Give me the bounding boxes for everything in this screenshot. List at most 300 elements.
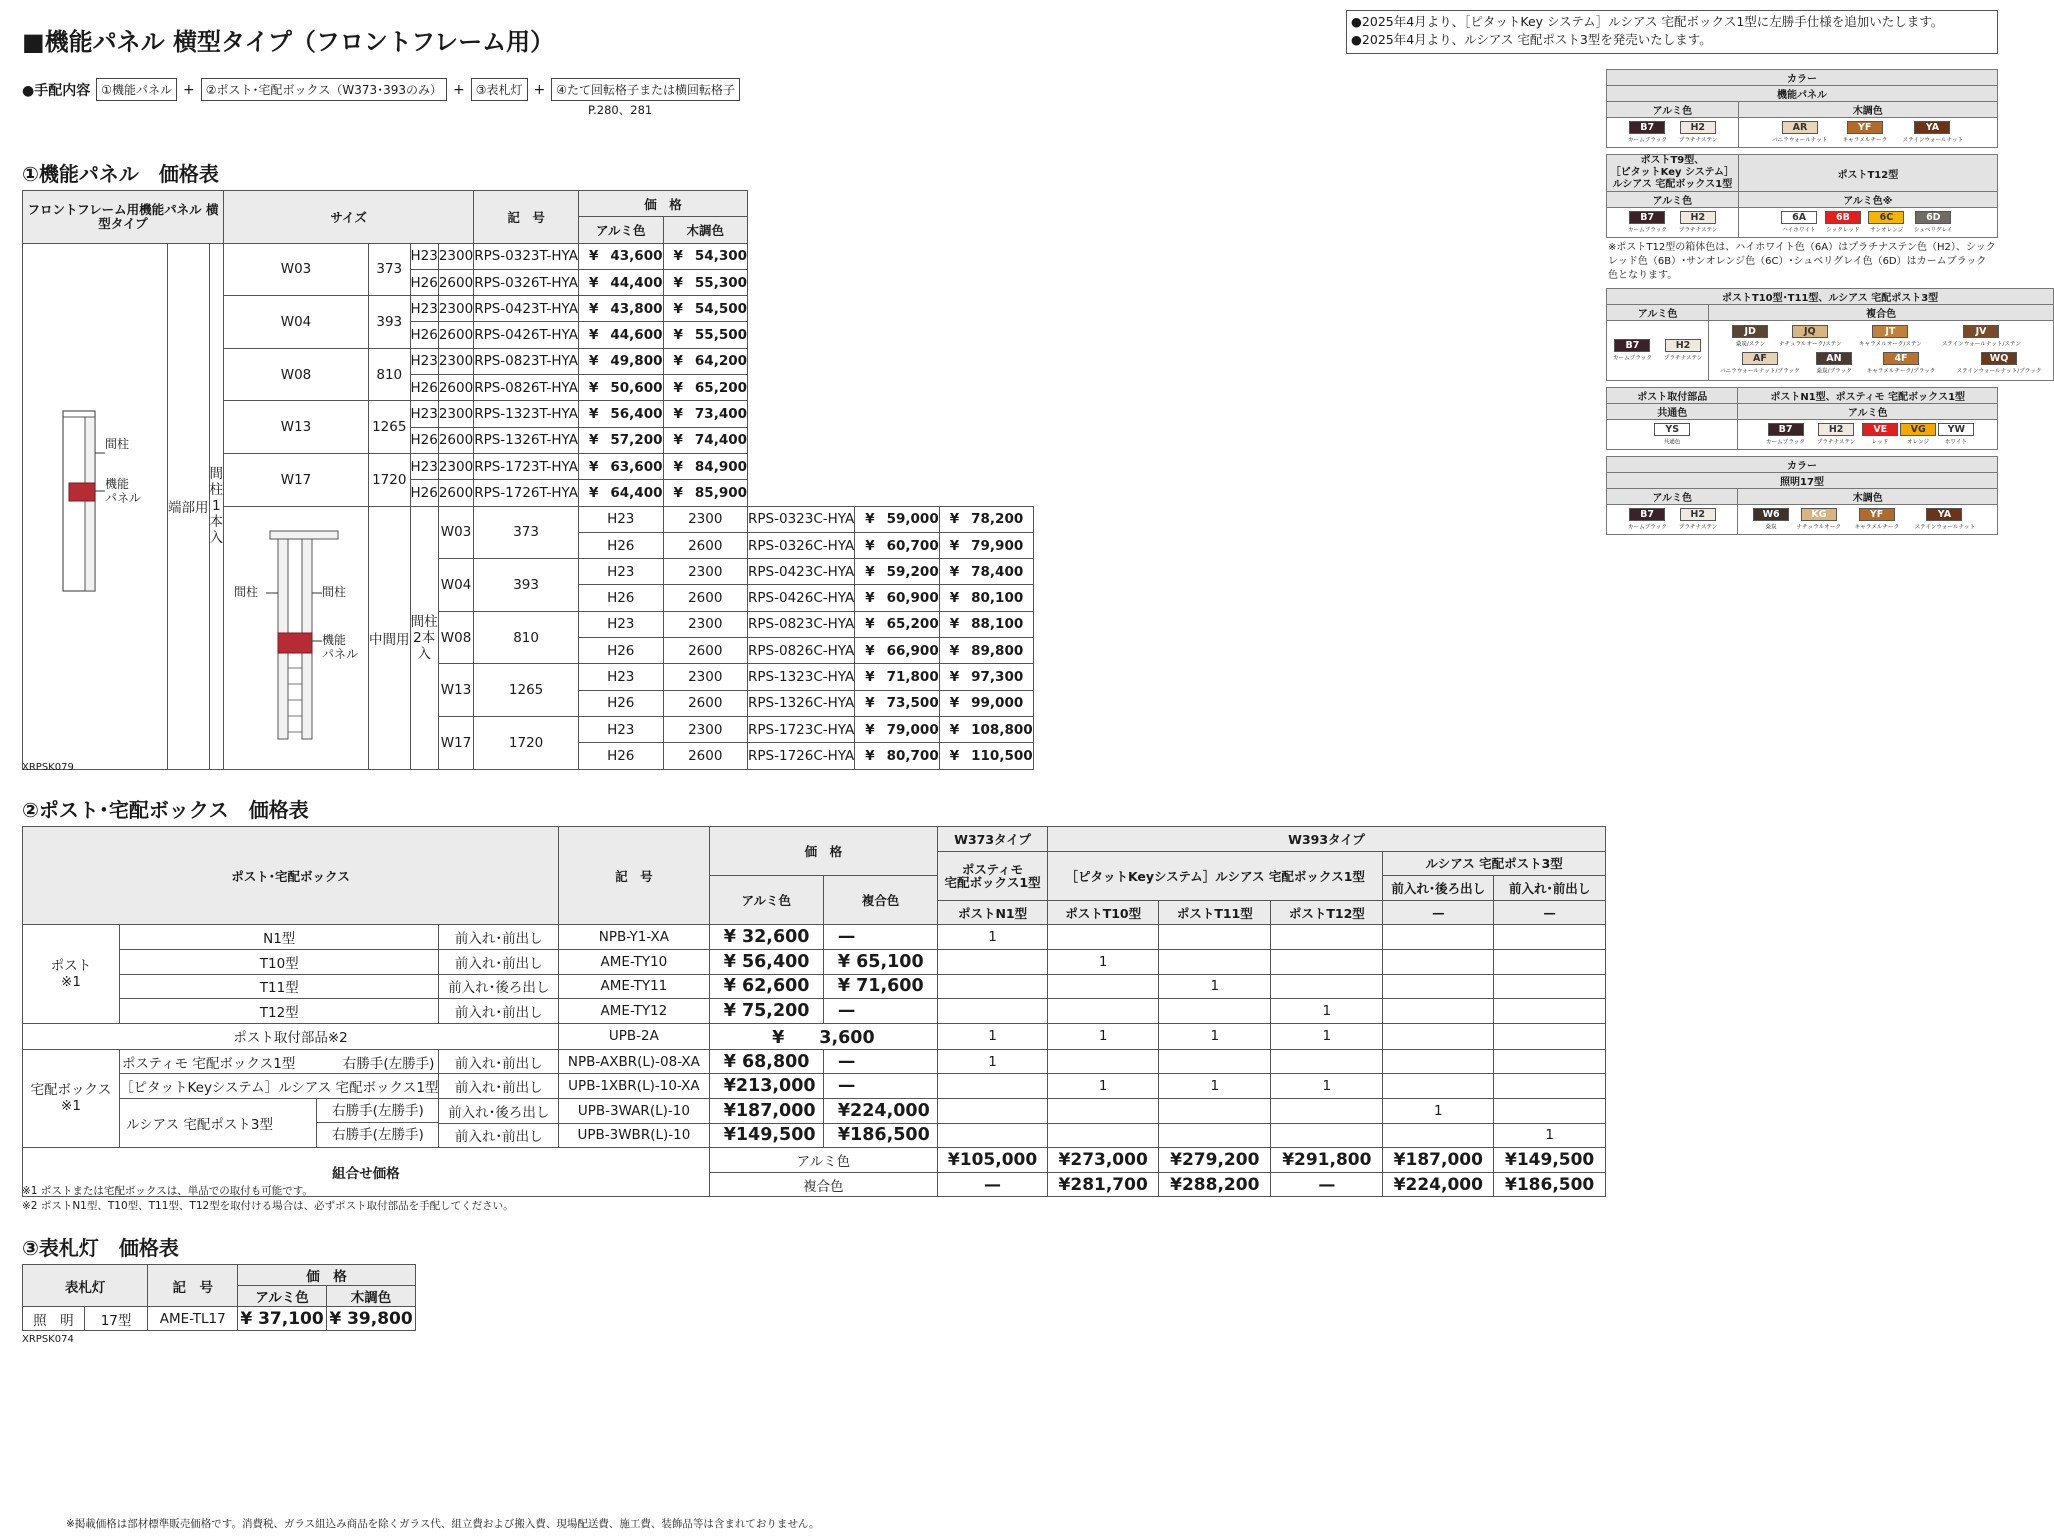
header-w393: W393タイプ <box>1048 827 1606 852</box>
swatch-name: キャラメルオーク/ステン <box>1858 340 1922 348</box>
price-value: 80,700 <box>886 747 939 764</box>
swatch-row <box>1607 420 1738 450</box>
color-swatch <box>1791 508 1847 532</box>
swatch-chip: AN <box>1816 352 1852 365</box>
light-category: 照 明 <box>23 1307 85 1331</box>
swatch-chip: H2 <box>1665 339 1701 352</box>
color-swatch <box>1778 211 1820 235</box>
price-wood <box>663 453 748 479</box>
product-code: RPS-0426T-HYA <box>474 322 579 348</box>
yen-symbol: ¥ <box>865 511 875 528</box>
header-sub-3: ポストT11型 <box>1159 900 1271 925</box>
color-composite-label: 複合色 <box>1709 305 2054 321</box>
product-code: RPS-0326T-HYA <box>474 269 579 295</box>
price-wood <box>939 506 1033 532</box>
category-post: ポスト ※1 <box>23 925 120 1023</box>
combo-price: ¥273,000 <box>1048 1148 1159 1173</box>
width-mm: 373 <box>369 243 411 296</box>
price-composite: — <box>823 1049 937 1074</box>
height-mm: 2300 <box>438 243 473 269</box>
color-swatch <box>1753 508 1789 532</box>
hand-text: 右勝手(左勝手) <box>342 1055 435 1072</box>
product-code: RPS-0423C-HYA <box>748 559 855 585</box>
price-alumi <box>855 532 940 558</box>
quantity-cell <box>1159 949 1271 974</box>
quantity-cell <box>1494 1023 1606 1049</box>
notice-2: ●2025年4月より、ルシアス 宅配ポスト3型を発売いたします。 <box>1351 32 1712 47</box>
swatch-name: カームブラック <box>1627 523 1667 530</box>
price-alumi: ¥213,000 <box>709 1074 823 1099</box>
combo-composite-label: 複合色 <box>709 1172 937 1197</box>
header-price: 価 格 <box>709 827 937 876</box>
swatch-name: ハイホワイト <box>1782 226 1816 233</box>
price-alumi <box>855 690 940 716</box>
use-type: 中間用 <box>369 506 411 769</box>
t12-note: ※ポストT12型の箱体色は、ハイホワイト色（6A）はプラチナステン色（H2）、シックレッド色（6B）･サンオレンジ色（6C）･シュベリグレイ色（6D）はカームブラック色となります。 <box>1608 242 1996 281</box>
panel-shape <box>278 633 312 653</box>
combo-price: ¥281,700 <box>1048 1172 1159 1197</box>
product-code: RPS-0826C-HYA <box>748 638 855 664</box>
yen-symbol: ¥ <box>865 695 875 712</box>
price-wood <box>663 322 748 348</box>
swatch-chip: H2 <box>1818 423 1854 436</box>
price-alumi <box>855 585 940 611</box>
swatch-row <box>1607 208 1739 238</box>
price-value: 65,200 <box>694 379 748 396</box>
product-code: UPB-1XBR(L)-10-XA <box>559 1074 710 1099</box>
header-price: 価 格 <box>578 191 747 217</box>
price-wood <box>663 401 748 427</box>
swatch-chip: YS <box>1654 423 1690 436</box>
color-wood-label: 木調色 <box>1738 489 1998 505</box>
quantity-cell <box>1271 1098 1383 1123</box>
color-table-t10 <box>1606 288 2054 381</box>
price-wood <box>939 716 1033 742</box>
color-swatch <box>1946 352 2052 376</box>
product-code: RPS-0326C-HYA <box>748 532 855 558</box>
yen-symbol: ¥ <box>673 406 683 423</box>
price-alumi <box>578 296 663 322</box>
height-code: H26 <box>410 269 438 295</box>
height-mm: 2600 <box>663 532 748 558</box>
hand-text: 右勝手(左勝手) <box>317 1099 438 1123</box>
product-code: RPS-0826T-HYA <box>474 375 579 401</box>
width-mm: 1720 <box>369 453 411 506</box>
height-mm: 2600 <box>663 638 748 664</box>
product-code: UPB-2A <box>559 1023 710 1049</box>
price-composite: — <box>823 925 937 950</box>
swatch-chip: JV <box>1963 325 1999 338</box>
width-code: W04 <box>224 296 369 349</box>
quantity-cell <box>1383 1023 1494 1049</box>
swatch-chip: B7 <box>1614 339 1650 352</box>
height-code: H26 <box>578 638 663 664</box>
swatch-name: 共通色 <box>1663 438 1681 445</box>
quantity-cell <box>1159 1098 1271 1123</box>
table-row <box>23 243 1034 269</box>
quantity-cell <box>1048 1123 1159 1148</box>
yen-symbol: ¥ <box>588 484 599 501</box>
price-value: 108,800 <box>971 721 1033 738</box>
price-value: 54,300 <box>694 248 748 265</box>
swatch-row <box>1607 118 1739 148</box>
price-wood <box>663 243 748 269</box>
swatch-chip: YA <box>1914 121 1950 134</box>
price-alumi <box>855 716 940 742</box>
price-wood <box>939 743 1033 769</box>
quantity-cell: 1 <box>1048 1074 1159 1099</box>
header-size: サイズ <box>224 191 474 244</box>
header-dash: — <box>1383 900 1494 925</box>
height-code: H23 <box>578 664 663 690</box>
quantity-cell <box>1159 925 1271 950</box>
diagram-cell <box>224 506 369 769</box>
swatch-name: キャラメルチーク <box>1842 136 1887 143</box>
product-code: AME-TY11 <box>559 974 710 999</box>
header-sub-5: 前入れ･後ろ出し <box>1383 876 1494 901</box>
swatch-chip: KG <box>1801 508 1837 521</box>
yen-symbol: ¥ <box>673 248 683 265</box>
price-value: 73,500 <box>886 695 939 712</box>
table1-title: ①機能パネル 価格表 <box>22 162 219 186</box>
price-wood <box>663 427 748 453</box>
note-2: ※2 ポストN1型、T10型、T11型、T12型を取付ける場合は、必ずポスト取付部品を手配してください。 <box>22 1200 514 1212</box>
item-name: ［ピタットKeyシステム］ルシアス 宅配ボックス1型 <box>119 1074 439 1099</box>
quantity-cell <box>1383 1123 1494 1148</box>
notice-box <box>1346 10 1998 54</box>
swatch-name: カームブラック <box>1627 226 1667 233</box>
height-mm: 2600 <box>663 690 748 716</box>
combo-price: ¥288,200 <box>1159 1172 1271 1197</box>
product-code: RPS-1326C-HYA <box>748 690 855 716</box>
color-swatch <box>1862 423 1898 447</box>
product-code: NPB-AXBR(L)-08-XA <box>559 1049 710 1074</box>
swatch-row <box>1607 321 1709 381</box>
yen-symbol: ¥ <box>865 590 875 607</box>
price-wood <box>939 611 1033 637</box>
quantity-cell <box>1159 1049 1271 1074</box>
width-mm: 373 <box>474 506 579 559</box>
price-value: 110,500 <box>971 747 1033 764</box>
height-mm: 2600 <box>663 585 748 611</box>
yen-symbol: ¥ <box>949 642 960 659</box>
swatch-name: プラチナステン <box>1816 438 1856 445</box>
post-label-right: 間柱 <box>322 584 347 599</box>
combo-price: ¥186,500 <box>1494 1172 1606 1197</box>
height-mm: 2600 <box>438 375 473 401</box>
swatch-name: ホワイト <box>1945 438 1968 445</box>
swatch-chip: JD <box>1732 325 1768 338</box>
swatch-row <box>1607 505 1738 535</box>
header-sub-6: 前入れ･前出し <box>1494 876 1606 901</box>
direction: 前入れ･前出し <box>439 1049 559 1074</box>
table-row <box>23 925 1606 950</box>
post-label: 間柱 <box>105 437 130 452</box>
price-value: 79,000 <box>886 721 939 738</box>
swatch-chip: B7 <box>1629 211 1665 224</box>
swatch-chip: VE <box>1862 423 1898 436</box>
swatch-chip: JQ <box>1792 325 1828 338</box>
panel-shape <box>69 483 95 501</box>
combo-price: ¥187,000 <box>1383 1148 1494 1173</box>
product-code: AME-TY12 <box>559 999 710 1024</box>
direction: 前入れ･前出し <box>439 999 559 1024</box>
quantity-cell <box>1271 1049 1383 1074</box>
price-value: 78,200 <box>971 511 1024 528</box>
height-mm: 2600 <box>438 480 473 506</box>
swatch-chip: 6C <box>1868 211 1904 224</box>
color-table-light <box>1606 456 1998 535</box>
plus-sign: + <box>182 81 195 98</box>
table1-ref: XRPSK079 <box>22 762 74 773</box>
swatch-row <box>1709 352 2053 376</box>
quantity-cell <box>1494 974 1606 999</box>
swatch-row <box>1738 505 1998 535</box>
yen-symbol: ¥ <box>588 327 599 344</box>
height-code: H23 <box>410 453 438 479</box>
color-swatch <box>1849 508 1905 532</box>
quantity-cell <box>938 974 1048 999</box>
quantity-cell: 1 <box>938 1023 1048 1049</box>
swatch-chip: 6D <box>1915 211 1951 224</box>
quantity-cell <box>1383 999 1494 1024</box>
header-sub-1: ポストN1型 <box>938 900 1048 925</box>
yen-symbol: ¥ <box>588 248 599 265</box>
quantity-cell <box>1383 925 1494 950</box>
price-value: 64,200 <box>694 353 748 370</box>
quantity-cell <box>1494 1049 1606 1074</box>
light-label: 照明17型 <box>1607 473 1998 489</box>
color-swatch <box>1837 121 1893 145</box>
swatch-name: プラチナステン <box>1678 226 1718 233</box>
table-row <box>23 999 1606 1024</box>
combo-price: ¥105,000 <box>938 1148 1048 1173</box>
item-name: ルシアス 宅配ポスト3型 <box>125 1117 273 1134</box>
price-wood <box>939 585 1033 611</box>
yen-symbol: ¥ <box>949 590 960 607</box>
yen-symbol: ¥ <box>865 642 875 659</box>
header-wood: 木調色 <box>663 217 748 243</box>
quantity-cell <box>1494 949 1606 974</box>
header-code: 記 号 <box>559 827 710 925</box>
swatch-name: 桑炭/ステン <box>1735 340 1765 348</box>
table2-title: ②ポスト･宅配ボックス 価格表 <box>22 798 309 822</box>
swatch-chip: AF <box>1742 352 1778 365</box>
yen-symbol: ¥ <box>673 379 683 396</box>
price-alumi: ¥149,500 <box>709 1123 823 1148</box>
yen-symbol: ¥ <box>588 406 599 423</box>
quantity-cell <box>1159 999 1271 1024</box>
product-code: RPS-1323T-HYA <box>474 401 579 427</box>
table-row <box>23 949 1606 974</box>
combo-price: ¥279,200 <box>1159 1148 1271 1173</box>
price-value: 50,600 <box>610 379 663 396</box>
color-swatch <box>1932 325 2031 349</box>
price-value: 65,200 <box>886 616 939 633</box>
product-code: RPS-0323C-HYA <box>748 506 855 532</box>
price-composite: ¥ 65,100 <box>823 949 937 974</box>
frame-top <box>270 531 338 539</box>
note-1: ※1 ポストまたは宅配ボックスは、単品での取付も可能です。 <box>22 1185 313 1197</box>
light-code: AME-TL17 <box>148 1307 238 1331</box>
post-shape <box>85 417 95 591</box>
header-lucias3: ルシアス 宅配ポスト3型 <box>1383 851 1606 876</box>
width-code: W13 <box>438 664 473 717</box>
yen-symbol: ¥ <box>673 353 683 370</box>
table3-ref: XRPSK074 <box>22 1334 74 1345</box>
price-alumi: ¥ 68,800 <box>709 1049 823 1074</box>
price-wood <box>663 348 748 374</box>
arrangement-label: ●手配内容 <box>22 82 91 99</box>
swatch-name: バニラウォールナット <box>1772 136 1828 143</box>
quantity-cell <box>1383 974 1494 999</box>
price-value: 79,900 <box>971 537 1024 554</box>
swatch-name: カームブラック <box>1627 136 1667 143</box>
swatch-name: レッド <box>1871 438 1889 445</box>
light-price-wood: ¥ 39,800 <box>327 1307 416 1331</box>
swatch-chip: VG <box>1900 423 1936 436</box>
width-code: W17 <box>438 716 473 769</box>
swatch-row <box>1738 118 1997 148</box>
n1-label: ポストN1型、ポスティモ 宅配ボックス1型 <box>1738 388 1998 404</box>
header-alumi: アルミ色 <box>238 1286 327 1307</box>
price-alumi <box>855 506 940 532</box>
height-mm: 2600 <box>438 427 473 453</box>
item-name-group <box>119 1098 439 1147</box>
quantity-cell <box>938 999 1048 1024</box>
header-postimo: ポスティモ 宅配ボックス1型 <box>938 851 1048 900</box>
price-wood <box>939 638 1033 664</box>
quantity-cell <box>1048 1098 1159 1123</box>
swatch-chip: 6B <box>1825 211 1861 224</box>
plus-sign: + <box>533 81 546 98</box>
color-swatch <box>1674 211 1722 235</box>
plus-sign: + <box>453 81 465 98</box>
price-value: 43,800 <box>610 300 663 317</box>
color-panels <box>1606 69 2042 535</box>
quantity-cell <box>1383 1049 1494 1074</box>
item-name: T10型 <box>119 949 439 974</box>
swatch-chip: YW <box>1938 423 1974 436</box>
price-value: 74,400 <box>694 432 748 449</box>
height-mm: 2600 <box>663 743 748 769</box>
color-swatch <box>1608 339 1657 363</box>
header-dash: — <box>1494 900 1606 925</box>
arrangement <box>22 78 740 101</box>
yen-symbol: ¥ <box>588 432 599 449</box>
yen-symbol: ¥ <box>588 458 599 475</box>
product-code: RPS-0423T-HYA <box>474 296 579 322</box>
color-swatch <box>1900 423 1936 447</box>
height-code: H26 <box>410 375 438 401</box>
yen-symbol: ¥ <box>673 458 683 475</box>
combo-alumi-label: アルミ色 <box>709 1148 937 1173</box>
quantity-cell <box>1494 1098 1606 1123</box>
quantity-cell <box>1271 1123 1383 1148</box>
quantity-cell: 1 <box>938 925 1048 950</box>
post-label-left: 間柱 <box>234 584 259 599</box>
color-swatch <box>1938 423 1974 447</box>
hand-column <box>316 1099 438 1147</box>
arrangement-item-4: ④たて回転格子または横回転格子 <box>551 78 740 101</box>
use-type: 端部用 <box>168 243 210 769</box>
swatch-name: キャラメルチーク <box>1854 523 1899 530</box>
swatch-name: ナチュラルオーク <box>1796 523 1842 530</box>
price-alumi: ¥ 3,600 <box>709 1023 937 1049</box>
price-value: 49,800 <box>610 353 663 370</box>
height-code: H23 <box>410 296 438 322</box>
color-swatch <box>1674 508 1722 532</box>
height-code: H26 <box>578 690 663 716</box>
yen-symbol: ¥ <box>865 668 875 685</box>
item-name: T11型 <box>119 974 439 999</box>
price-alumi: ¥ 56,400 <box>709 949 823 974</box>
yen-symbol: ¥ <box>588 274 599 291</box>
quantity-cell <box>938 949 1048 974</box>
yen-symbol: ¥ <box>865 721 875 738</box>
color-swatch <box>1674 121 1722 145</box>
height-code: H26 <box>578 585 663 611</box>
color-swatch <box>1858 352 1944 376</box>
yen-symbol: ¥ <box>588 353 599 370</box>
price-wood <box>663 296 748 322</box>
item-name: T12型 <box>119 999 439 1024</box>
quantity-cell: 1 <box>1383 1098 1494 1123</box>
price-alumi <box>855 664 940 690</box>
price-value: 84,900 <box>694 458 748 475</box>
quantity-cell <box>1494 925 1606 950</box>
height-code: H26 <box>410 322 438 348</box>
swatch-chip: 6A <box>1781 211 1817 224</box>
quantity-cell <box>1048 1049 1159 1074</box>
color-swatch <box>1654 423 1690 447</box>
yen-symbol: ¥ <box>949 695 960 712</box>
height-code: H23 <box>410 348 438 374</box>
panel-price-table <box>22 190 1034 770</box>
price-wood <box>939 690 1033 716</box>
price-value: 55,500 <box>694 327 748 344</box>
price-value: 59,200 <box>886 563 939 580</box>
header-alumi: アルミ色 <box>709 876 823 925</box>
width-mm: 393 <box>369 296 411 349</box>
price-wood <box>939 532 1033 558</box>
quantity-cell <box>1383 1074 1494 1099</box>
color-alumi-star-label: アルミ色※ <box>1738 192 1997 208</box>
quantity-cell <box>1048 999 1159 1024</box>
price-value: 59,000 <box>886 511 939 528</box>
header-sub-2: ポストT10型 <box>1048 900 1159 925</box>
color-swatch <box>1623 508 1672 532</box>
height-mm: 2600 <box>438 322 473 348</box>
end-panel-diagram <box>25 381 165 621</box>
quantity-cell <box>1494 1074 1606 1099</box>
item-name-wrap <box>120 1099 439 1147</box>
width-code: W13 <box>224 401 369 454</box>
swatch-name: バニラウォールナット/ブラック <box>1720 367 1800 375</box>
light-model: 17型 <box>84 1307 148 1331</box>
swatch-name: ナチュラルオーク/ステン <box>1778 340 1842 348</box>
price-wood <box>663 375 748 401</box>
post-t12-label: ポストT12型 <box>1738 155 1997 192</box>
height-code: H23 <box>578 611 663 637</box>
combo-row-alumi <box>23 1148 1606 1173</box>
quantity-cell: 1 <box>1271 1023 1383 1049</box>
swatch-name: ステインウォールナット <box>1914 523 1975 530</box>
price-wood <box>939 559 1033 585</box>
panel-label: 機能 パネル <box>322 632 359 661</box>
height-mm: 2300 <box>663 664 748 690</box>
height-mm: 2300 <box>663 611 748 637</box>
